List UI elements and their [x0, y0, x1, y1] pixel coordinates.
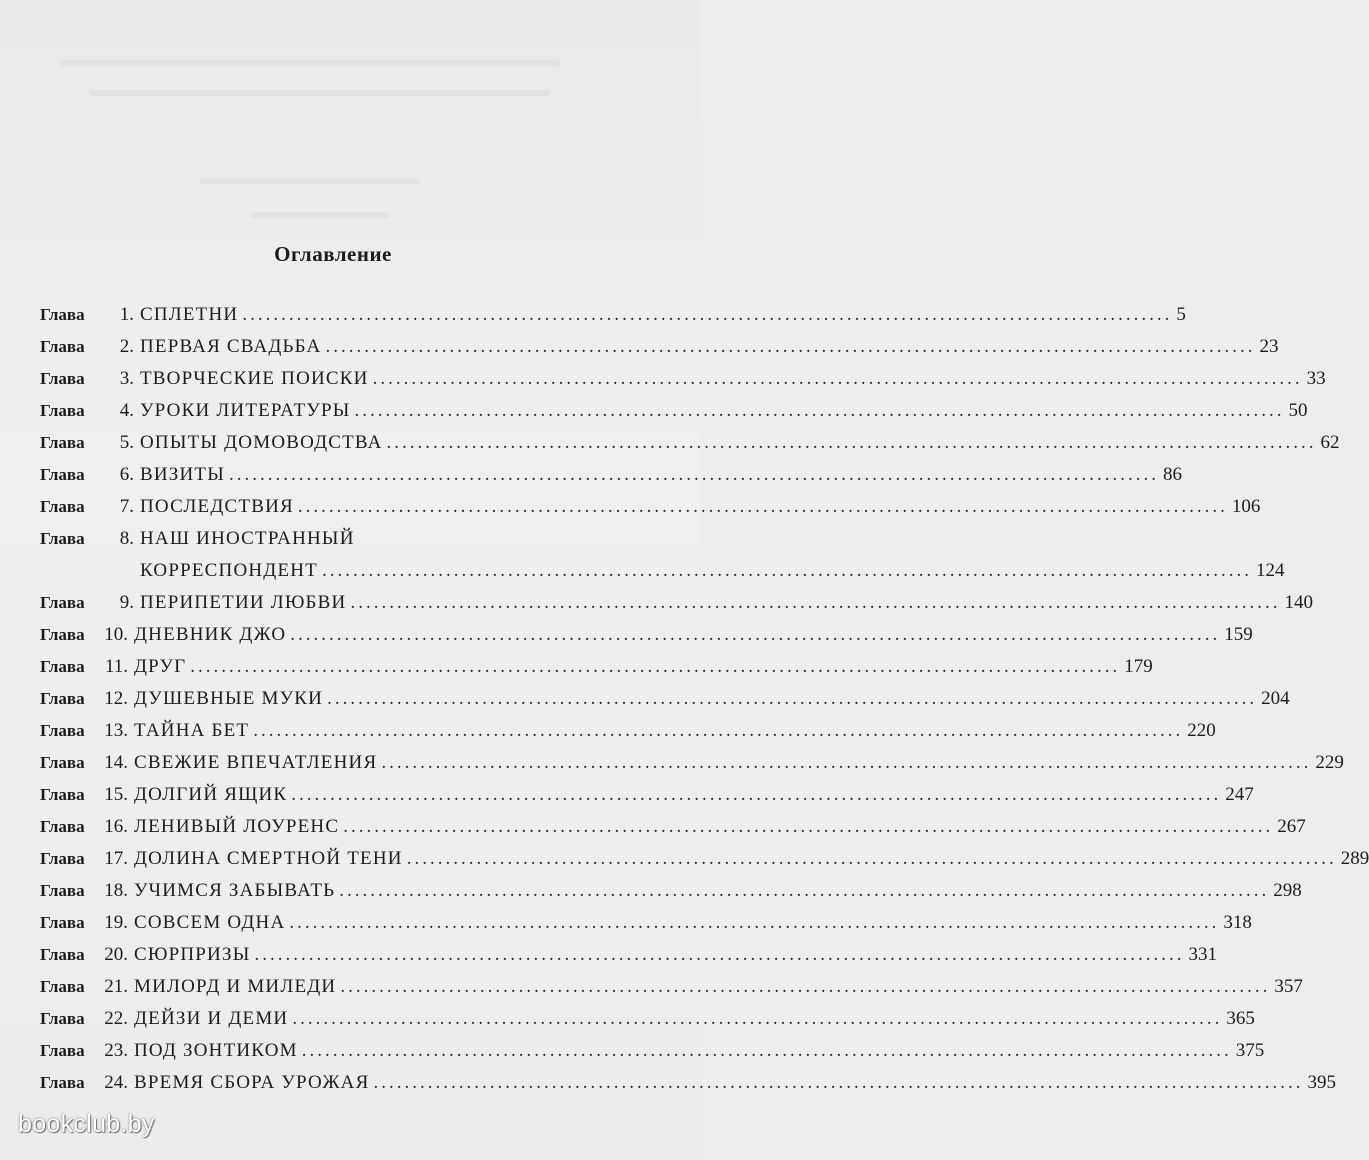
chapter-label: Глава	[40, 1041, 85, 1060]
chapter-label: Глава	[40, 689, 85, 708]
chapter-number: 14.	[104, 752, 128, 773]
dot-leader: ........................................................................................................................	[290, 624, 1221, 645]
page-number: 318	[1223, 912, 1252, 933]
dot-leader: ........................................................................................................................	[339, 880, 1270, 901]
page-number: 229	[1315, 752, 1344, 773]
toc-entry	[40, 464, 1183, 496]
chapter-title: ВИЗИТЫ	[140, 464, 226, 485]
page-number: 220	[1187, 720, 1216, 741]
dot-leader: ........................................................................................................................	[372, 368, 1303, 389]
bleed-through-line	[200, 178, 420, 184]
chapter-label: Глава	[40, 401, 85, 420]
page-number: 289	[1340, 848, 1369, 869]
dot-leader: ........................................................................................................................	[340, 976, 1271, 997]
toc-entry	[40, 816, 1306, 848]
chapter-title: ПОД ЗОНТИКОМ	[134, 1040, 298, 1061]
dot-leader: ........................................................................................................................	[190, 656, 1121, 677]
page-number: 247	[1225, 784, 1254, 805]
toc-entry	[40, 784, 1254, 816]
dot-leader: ........................................................................................................................	[229, 464, 1160, 485]
dot-leader: ........................................................................................................................	[292, 1008, 1223, 1029]
chapter-label: Глава	[40, 881, 85, 900]
dot-leader: ........................................................................................................................	[254, 944, 1185, 965]
chapter-number: 11.	[104, 656, 128, 677]
page-number: 86	[1163, 464, 1183, 485]
dot-leader: ........................................................................................................................	[350, 592, 1281, 613]
dot-leader: ........................................................................................................................	[289, 912, 1220, 933]
page-number: 375	[1235, 1040, 1265, 1061]
chapter-label: Глава	[40, 593, 85, 612]
toc-entry	[40, 1040, 1265, 1072]
page-number: 140	[1284, 592, 1313, 613]
chapter-title: ДУШЕВНЫЕ МУКИ	[134, 688, 324, 709]
dot-leader: ........................................................................................................................	[343, 816, 1274, 837]
chapter-label: Глава	[40, 465, 85, 484]
toc-entry	[40, 1008, 1255, 1040]
dot-leader: ........................................................................................................................	[386, 432, 1317, 453]
chapter-title: ДЕЙЗИ И ДЕМИ	[134, 1008, 289, 1029]
toc-entry	[40, 848, 1369, 880]
chapter-number: 6.	[119, 464, 134, 485]
chapter-number: 17.	[104, 848, 128, 869]
toc-entry-continuation	[40, 560, 1285, 592]
page-number: 204	[1261, 688, 1290, 709]
chapter-number: 23.	[104, 1040, 128, 1061]
chapter-label: Глава	[40, 337, 85, 356]
chapter-label: Глава	[40, 657, 85, 676]
page-number: 298	[1273, 880, 1302, 901]
chapter-number: 8.	[119, 528, 134, 549]
chapter-label: Глава	[40, 625, 85, 644]
chapter-number: 3.	[119, 368, 134, 389]
chapter-number: 24.	[104, 1072, 128, 1093]
page-number: 179	[1124, 656, 1153, 677]
toc-entry	[40, 336, 1279, 368]
chapter-label: Глава	[40, 305, 85, 324]
toc-entry	[40, 368, 1326, 400]
page-title: Оглавление	[274, 242, 392, 266]
chapter-title: СПЛЕТНИ	[140, 304, 239, 325]
chapter-number: 20.	[104, 944, 128, 965]
chapter-title: УРОКИ ЛИТЕРАТУРЫ	[140, 400, 351, 421]
page-number: 50	[1288, 400, 1308, 421]
chapter-number: 4.	[119, 400, 134, 421]
chapter-title: УЧИМСЯ ЗАБЫВАТЬ	[134, 880, 336, 901]
toc-entry	[40, 688, 1290, 720]
chapter-label: Глава	[40, 433, 85, 452]
chapter-title: ДРУГ	[134, 656, 187, 677]
chapter-label: Глава	[40, 817, 85, 836]
chapter-number: 16.	[104, 816, 128, 837]
chapter-title: МИЛОРД И МИЛЕДИ	[134, 976, 337, 997]
dot-leader: ........................................................................................................................	[327, 688, 1258, 709]
toc-entry	[40, 752, 1344, 784]
chapter-title: ПОСЛЕДСТВИЯ	[140, 496, 294, 517]
toc-entry	[40, 880, 1302, 912]
chapter-number: 22.	[104, 1008, 128, 1029]
chapter-label: Глава	[40, 977, 85, 996]
chapter-number: 15.	[104, 784, 128, 805]
chapter-number: 18.	[104, 880, 128, 901]
toc-entry	[40, 624, 1253, 656]
chapter-label: Глава	[40, 785, 85, 804]
page-number: 23	[1259, 336, 1279, 357]
dot-leader: ........................................................................................................................	[301, 1040, 1232, 1061]
page-number: 159	[1224, 624, 1253, 645]
chapter-label: Глава	[40, 1073, 85, 1092]
page-number: 395	[1307, 1072, 1336, 1093]
dot-leader: ........................................................................................................................	[325, 336, 1256, 357]
page-number: 124	[1256, 560, 1285, 581]
chapter-number: 7.	[119, 496, 134, 517]
dot-leader: ........................................................................................................................	[291, 784, 1222, 805]
toc-entry	[40, 720, 1216, 752]
dot-leader: ........................................................................................................................	[406, 848, 1337, 869]
toc-entry	[40, 400, 1308, 432]
chapter-number: 12.	[104, 688, 128, 709]
chapter-title: ВРЕМЯ СБОРА УРОЖАЯ	[134, 1072, 370, 1093]
chapter-title-continued: КОРРЕСПОНДЕНТ	[140, 560, 318, 581]
chapter-label: Глава	[40, 945, 85, 964]
chapter-title: СЮРПРИЗЫ	[134, 944, 251, 965]
chapter-title: ЛЕНИВЫЙ ЛОУРЕНС	[134, 816, 340, 837]
chapter-number: 13.	[104, 720, 128, 741]
dot-leader: ........................................................................................................................	[297, 496, 1228, 517]
toc-entry	[40, 304, 1186, 336]
dot-leader: ........................................................................................................................	[253, 720, 1184, 741]
dot-leader: ........................................................................................................................	[381, 752, 1312, 773]
page-number: 106	[1231, 496, 1261, 517]
page-number: 365	[1226, 1008, 1255, 1029]
chapter-number: 10.	[104, 624, 128, 645]
toc-entry	[40, 944, 1217, 976]
chapter-title: ТАЙНА БЕТ	[134, 720, 250, 741]
dot-leader: ........................................................................................................................	[354, 400, 1285, 421]
chapter-title: ДНЕВНИК ДЖО	[134, 624, 287, 645]
toc-entry	[40, 528, 620, 560]
page-number: 357	[1274, 976, 1303, 997]
toc-entry	[40, 656, 1153, 688]
table-of-contents	[40, 304, 1369, 1104]
bleed-through-line	[250, 212, 390, 218]
chapter-title: СОВСЕМ ОДНА	[134, 912, 286, 933]
chapter-number: 2.	[119, 336, 134, 357]
page-number: 33	[1306, 368, 1326, 389]
chapter-title: ТВОРЧЕСКИЕ ПОИСКИ	[140, 368, 369, 389]
chapter-number: 9.	[119, 592, 134, 613]
page-number: 62	[1320, 432, 1340, 453]
chapter-number: 1.	[119, 304, 134, 325]
chapter-number: 5.	[119, 432, 134, 453]
bleed-through-line	[60, 60, 560, 66]
toc-entry	[40, 912, 1252, 944]
chapter-number: 21.	[104, 976, 128, 997]
chapter-label: Глава	[40, 721, 85, 740]
chapter-label: Глава	[40, 753, 85, 772]
watermark: bookclub.by	[18, 1110, 155, 1138]
chapter-label: Глава	[40, 497, 85, 516]
chapter-title: ДОЛИНА СМЕРТНОЙ ТЕНИ	[134, 848, 403, 869]
chapter-label: Глава	[40, 849, 85, 868]
bleed-through-line	[90, 90, 550, 96]
chapter-label: Глава	[40, 1009, 85, 1028]
toc-entry	[40, 976, 1303, 1008]
chapter-title: ПЕРИПЕТИИ ЛЮБВИ	[140, 592, 347, 613]
page-number: 331	[1188, 944, 1217, 965]
toc-entry	[40, 432, 1340, 464]
chapter-title: НАШ ИНОСТРАННЫЙ	[140, 528, 355, 549]
page-number: 267	[1277, 816, 1306, 837]
chapter-title: ДОЛГИЙ ЯЩИК	[134, 784, 288, 805]
dot-leader: ........................................................................................................................	[373, 1072, 1304, 1093]
toc-entry	[40, 592, 1313, 624]
dot-leader: ........................................................................................................................	[242, 304, 1173, 325]
toc-entry	[40, 1072, 1336, 1104]
chapter-title: ПЕРВАЯ СВАДЬБА	[140, 336, 322, 357]
toc-entry	[40, 496, 1261, 528]
page-number: 5	[1176, 304, 1186, 325]
chapter-title: ОПЫТЫ ДОМОВОДСТВА	[140, 432, 383, 453]
chapter-title: СВЕЖИЕ ВПЕЧАТЛЕНИЯ	[134, 752, 378, 773]
chapter-label: Глава	[40, 529, 85, 548]
dot-leader: ........................................................................................................................	[322, 560, 1252, 581]
chapter-number: 19.	[104, 912, 128, 933]
chapter-label: Глава	[40, 369, 85, 388]
chapter-label: Глава	[40, 913, 85, 932]
